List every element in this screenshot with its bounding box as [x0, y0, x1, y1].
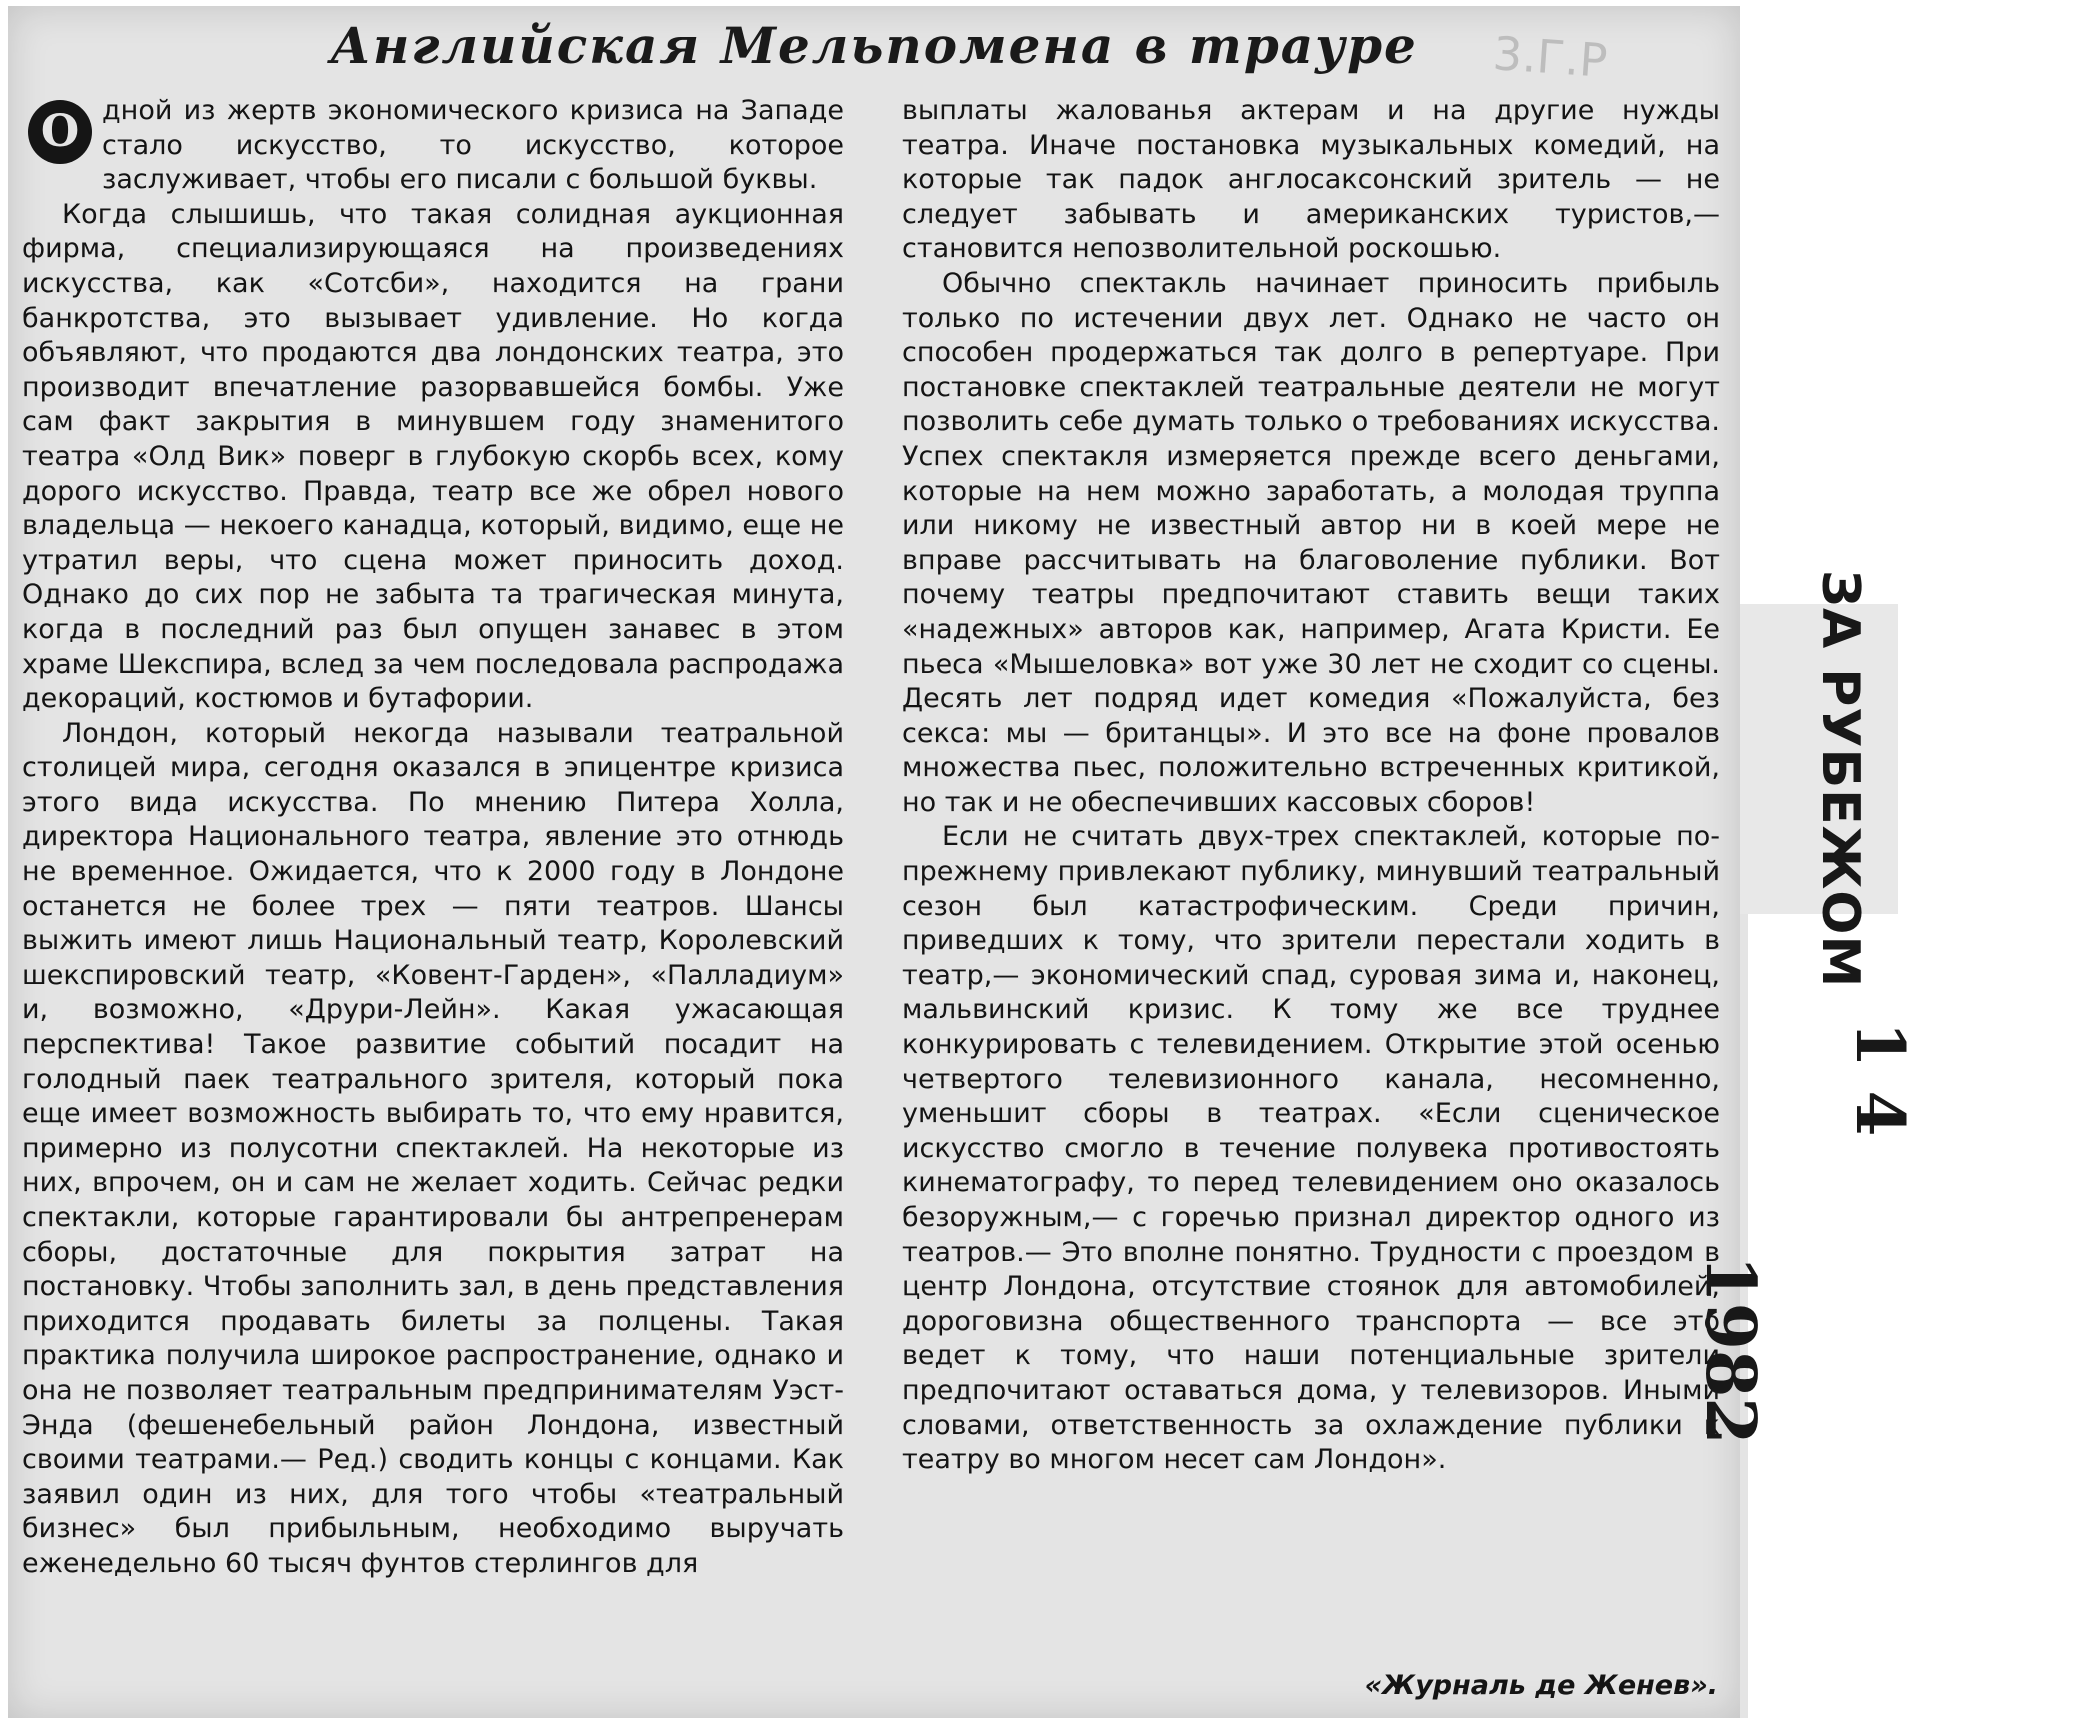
handwritten-number: 1 4	[1841, 1021, 1919, 1137]
article-source: «Журналь де Женев».	[1364, 1670, 1718, 1701]
handwritten-year: 1982	[1690, 1255, 1770, 1445]
right-column	[902, 94, 1720, 1478]
paragraph: выплаты жалованья актерам и на другие нужды театра. Иначе постановка музыкальных комедий, на которые так падок англосаксонский зритель — не следует забывать и американских туристов,— становится непозволительной роскошью.	[902, 95, 1720, 265]
drop-cap: О	[28, 100, 92, 164]
paragraph: О дной из жертв экономического кризиса на Западе стало искусство, то искусство, которое заслуживает, чтобы его писали с большой буквы.	[22, 94, 844, 198]
article-title: Английская Мельпомена в трауре	[330, 16, 1418, 75]
newspaper-clipping	[8, 6, 1740, 1718]
archive-mark: 3.Г.Р	[1491, 26, 1610, 88]
paragraph: Когда слышишь, что такая солидная аукционная фирма, специализирующаяся на произведениях искусства, как «Сотсби», находится на грани банкротства, это вызывает удивление. Но когда объявляют, что продаются два лондонских театра, это производит впечатление разорвавшейся бомбы. Уже сам факт закрытия в минувшем году знаменитого театра «Олд Вик» поверг в глубокую скорбь всех, кому дорого искусство. Правда, театр все же обрел нового владельца — некоего канадца, который, видимо, еще не утратил веры, что сцена может приносить доход. Однако до сих пор не забыта та трагическая минута, когда в последний раз был опущен занавес в этом храме Шекспира, вслед за чем последовала распродажа декораций, костюмов и бутафории.	[22, 198, 844, 715]
paragraph: Обычно спектакль начинает приносить прибыль только по истечении двух лет. Однако не часто он способен продержаться так долго в репертуаре. При постановке спектаклей театральные деятели не могут позволить себе думать только о требованиях искусства. Успех спектакля измеряется прежде всего деньгами, которые на нем можно заработать, а молодая труппа или никому не известный автор ни в коей мере не вправе рассчитывать на благоволение публики. Вот почему театры предпочитают ставить вещи таких «надежных» авторов как, например, Агата Кристи. Ее пьеса «Мышеловка» вот уже 30 лет не сходит со сцены. Десять лет подряд идет комедия «Пожалуйста, без секса: мы — британцы». И это все на фоне провалов множества пьес, положительно встреченных критикой, но так и не обеспечивших кассовых сборов!	[902, 267, 1720, 818]
paragraph: Лондон, который некогда называли театральной столицей мира, сегодня оказался в эпицентре кризиса этого вида искусства. По мнению Питера Холла, директора Национального театра, явление это отнюдь не временное. Ожидается, что к 2000 году в Лондоне останется не более трех — пяти театров. Шансы выжить имеют лишь Национальный театр, Королевский шекспировский театр, «Ковент-Гарден», «Палладиум» и, возможно, «Друри-Лейн». Какая ужасающая перспектива! Такое развитие событий посадит на голодный паек театрального зрителя, который пока еще имеет возможность выбирать то, что ему нравится, примерно из полусотни спектаклей. На некоторые из них, впрочем, он и сам не желает ходить. Сейчас редки спектакли, которые гарантировали бы антрепренерам сборы, достаточные для покрытия затрат на постановку. Чтобы заполнить зал, в день представления приходится продавать билеты за полцены. Такая практика получила широкое распространение, однако и она не позволяет театральным предпринимателям Уэст-Энда (фешенебельный район Лондона, известный своими театрами.— Ред.) сводить концы с концами. Как заявил один из них, для того чтобы «театральный бизнес» был прибыльным, необходимо выручать еженедельно 60 тысяч фунтов стерлингов для	[22, 717, 844, 1579]
left-column	[22, 94, 844, 1582]
rubric-label: ЗА РУБЕЖОМ	[1810, 570, 1870, 989]
paragraph: Если не считать двух-трех спектаклей, которые по-прежнему привлекают публику, минувший театральный сезон был катастрофическим. Среди причин, приведших к тому, что зрители перестали ходить в театр,— экономический спад, суровая зима и, наконец, мальвинский кризис. К тому же все труднее конкурировать с телевидением. Открытие этой осенью четвертого телевизионного канала, несомненно, уменьшит сборы в театрах. «Если сценическое искусство смогло в течение полувека противостоять кинематографу, то перед телевидением оно оказалось безоружным,— с горечью признал директор одного из театров.— Это вполне понятно. Трудности с проездом в центр Лондона, отсутствие стоянок для автомобилей, дороговизна общественного транспорта — все это ведет к тому, что наши потенциальные зрители предпочитают оставаться дома, у телевизоров. Иными словами, ответственность за охлаждение публики к театру во многом несет сам Лондон».	[902, 821, 1720, 1476]
